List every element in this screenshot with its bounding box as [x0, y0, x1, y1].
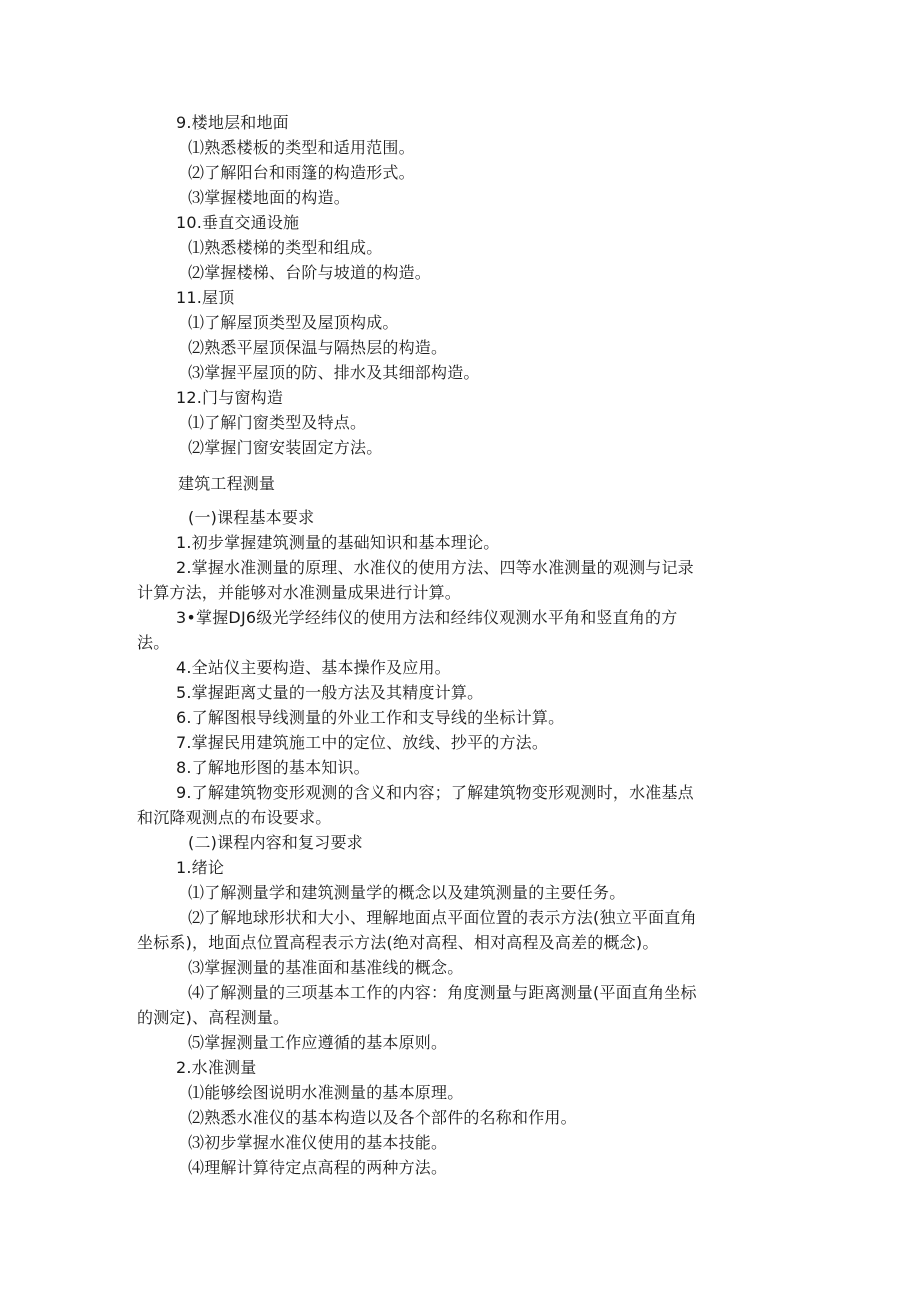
list-item: 4.全站仪主要构造、基本操作及应用。	[176, 658, 451, 677]
list-item: ⑵熟悉水准仪的基本构造以及各个部件的名称和作用。	[188, 1108, 577, 1127]
section-title: 建筑工程测量	[178, 474, 276, 493]
list-item-continuation: 计算方法，并能够对水准测量成果进行计算。	[137, 583, 462, 602]
list-item: ⑸掌握测量工作应遵循的基本原则。	[188, 1033, 448, 1052]
subsection-title: (一)课程基本要求	[188, 508, 315, 527]
list-item: 8.了解地形图的基本知识。	[176, 758, 370, 777]
list-item: ⑶初步掌握水准仪使用的基本技能。	[188, 1133, 448, 1152]
list-item: ⑴能够绘图说明水准测量的基本原理。	[188, 1083, 464, 1102]
heading-leveling: 2.水准测量	[176, 1058, 257, 1077]
list-item: ⑷了解测量的三项基本工作的内容：角度测量与距离测量(平面直角坐标	[188, 983, 697, 1002]
list-item: ⑵了解地球形状和大小、理解地面点平面位置的表示方法(独立平面直角	[188, 908, 697, 927]
list-item-continuation: 的测定)、高程测量。	[137, 1008, 290, 1027]
list-item: ⑷理解计算待定点高程的两种方法。	[188, 1158, 448, 1177]
list-item: ⑵掌握门窗安装固定方法。	[188, 438, 383, 457]
list-item-continuation: 和沉降观测点的布设要求。	[137, 808, 332, 827]
list-item: ⑵掌握楼梯、台阶与坡道的构造。	[188, 263, 432, 282]
list-item: ⑴了解屋顶类型及屋顶构成。	[188, 313, 399, 332]
list-item: ⑶掌握测量的基准面和基准线的概念。	[188, 958, 464, 977]
list-item: ⑵了解阳台和雨篷的构造形式。	[188, 163, 415, 182]
list-item: ⑴了解测量学和建筑测量学的概念以及建筑测量的主要任务。	[188, 883, 626, 902]
list-item: ⑴熟悉楼板的类型和适用范围。	[188, 138, 415, 157]
list-item: ⑶掌握楼地面的构造。	[188, 188, 351, 207]
heading-roof: 11.屋顶	[176, 288, 235, 307]
list-item: 7.掌握民用建筑施工中的定位、放线、抄平的方法。	[176, 733, 549, 752]
list-item: ⑵熟悉平屋顶保温与隔热层的构造。	[188, 338, 448, 357]
list-item: ⑴了解门窗类型及特点。	[188, 413, 367, 432]
heading-floor-and-ground: 9.楼地层和地面	[176, 113, 289, 132]
heading-introduction: 1.绪论	[176, 858, 225, 877]
list-item: 5.掌握距离丈量的一般方法及其精度计算。	[176, 683, 484, 702]
list-item-continuation: 法。	[137, 633, 170, 652]
list-item: 2.掌握水准测量的原理、水准仪的使用方法、四等水准测量的观测与记录	[176, 558, 694, 577]
list-item: 6.了解图根导线测量的外业工作和支导线的坐标计算。	[176, 708, 565, 727]
heading-vertical-traffic: 10.垂直交通设施	[176, 213, 300, 232]
list-item: 1.初步掌握建筑测量的基础知识和基本理论。	[176, 533, 500, 552]
list-item: 3•掌握DJ6级光学经纬仪的使用方法和经纬仪观测水平角和竖直角的方	[176, 608, 678, 627]
list-item: 9.了解建筑物变形观测的含义和内容；了解建筑物变形观测时，水准基点	[176, 783, 694, 802]
subsection-title: (二)课程内容和复习要求	[188, 833, 363, 852]
heading-doors-windows: 12.门与窗构造	[176, 388, 284, 407]
list-item-continuation: 坐标系)，地面点位置高程表示方法(绝对高程、相对高程及高差的概念)。	[137, 933, 659, 952]
list-item: ⑶掌握平屋顶的防、排水及其细部构造。	[188, 363, 480, 382]
list-item: ⑴熟悉楼梯的类型和组成。	[188, 238, 383, 257]
